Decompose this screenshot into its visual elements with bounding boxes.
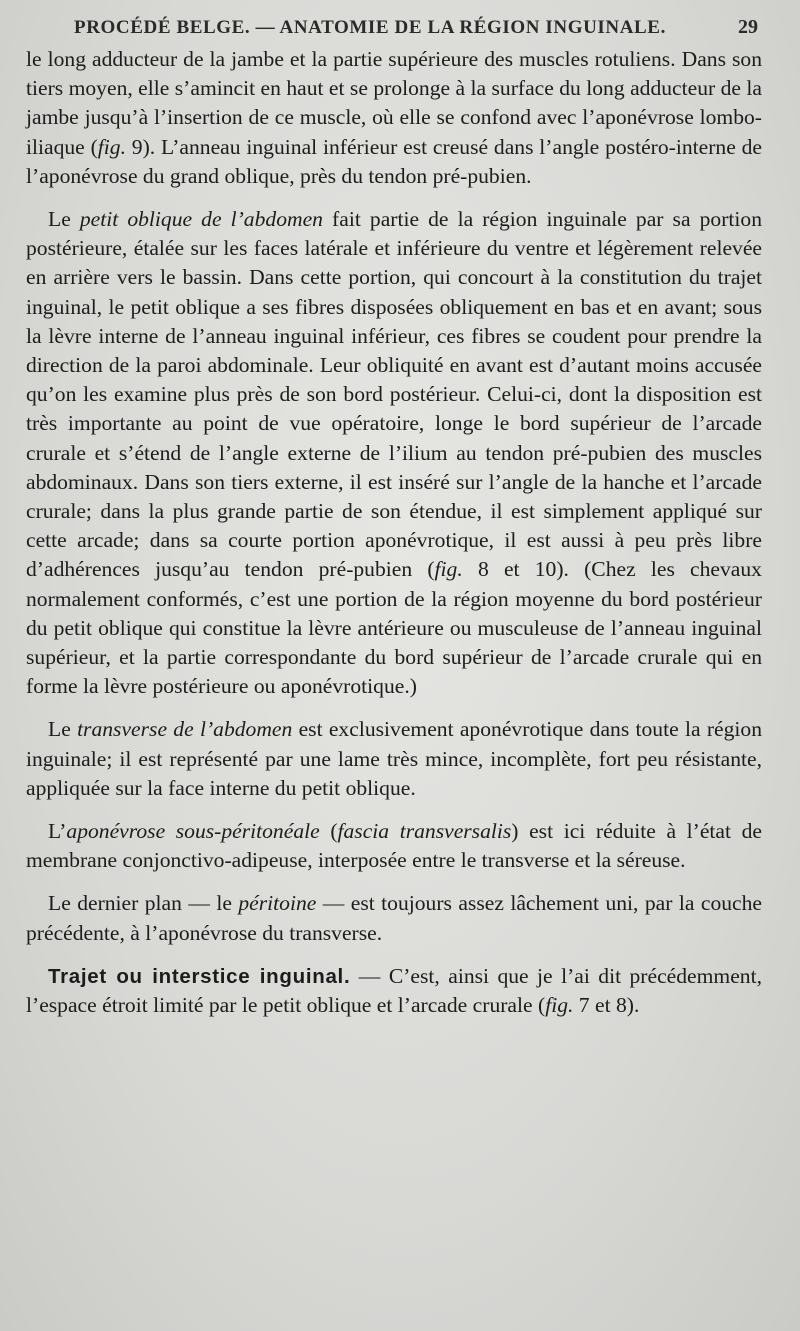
running-head-title: PROCÉDÉ BELGE. — ANATOMIE DE LA RÉGION INGUINALE. <box>74 17 666 38</box>
figure-reference-7-8: fig. <box>545 993 574 1018</box>
paragraph-aponevrose <box>26 817 762 875</box>
paragraph-3-text: est exclusivement aponévrotique dans toute la région inguinale; il est représenté par une lame très mince, incomplète, fort peu résistante, appliquée sur la face interne du petit oblique. <box>26 717 762 800</box>
term-petit-oblique: petit oblique de l’abdomen <box>79 207 323 232</box>
paragraph-trajet-inguinal <box>26 962 762 1020</box>
paragraph-5-text: — est toujours assez lâchement uni, par la couche précédente, à l’aponévrose du transverse. <box>26 891 763 945</box>
paragraph-5-lead: Le dernier plan — le <box>48 891 239 916</box>
running-head <box>26 0 762 38</box>
paragraph-4-text: ) est ici réduite à l’état de membrane conjonctivo-adipeuse, interposée entre le transverse et la séreuse. <box>26 819 763 873</box>
term-aponevrose-sous-peritoneale: aponévrose sous-péritonéale <box>66 819 320 844</box>
term-fascia-transversalis: fascia transversalis <box>337 819 512 844</box>
term-peritoine: péritoine <box>238 891 317 916</box>
paragraph-4-mid: ( <box>319 819 338 844</box>
paragraph-1-text: le long adducteur de la jambe et la partie supérieure des muscles rotuliens. Dans son tiers moyen, elle s’amincit en haut et se prolonge à la surface du long adducteur de la jambe jusqu’à l’insertion de ce muscle, où elle se confond avec l’aponévrose lombo-iliaque ( <box>26 47 762 159</box>
page-number: 29 <box>738 16 758 38</box>
paragraph-peritoine <box>26 889 762 947</box>
paragraph-3-lead: Le <box>48 717 78 742</box>
paragraph-petit-oblique <box>26 205 762 701</box>
term-transverse: transverse de l’abdomen <box>77 717 293 742</box>
section-heading-trajet-inguinal: Trajet ou interstice inguinal. <box>48 964 351 988</box>
paragraph-6-text: — C’est, ainsi que je l’ai dit précédemment, l’espace étroit limité par le petit oblique et l’arcade crurale ( <box>26 963 763 1018</box>
paragraph-2-lead: Le <box>48 207 80 232</box>
paragraph-1-text-after: 9). L’anneau inguinal inférieur est creusé dans l’angle postéro-interne de l’aponévrose du grand oblique, près du tendon pré-pubien. <box>26 134 762 188</box>
figure-reference-8-10: fig. <box>434 557 463 582</box>
paragraph-1 <box>26 45 762 191</box>
paragraph-2-text-after: 8 et 10). (Chez les chevaux normalement conformés, c’est une portion de la région moyenne du bord postérieur du petit oblique qui constitue la lèvre antérieure ou musculeuse de l’anneau inguinal supérieur, et la partie correspondante du bord supérieur de l’arcade crurale qui en forme la lèvre postérieure ou aponévrotique.) <box>26 557 762 699</box>
paragraph-transverse <box>26 715 762 803</box>
paragraph-6-text-after: 7 et 8). <box>573 993 640 1018</box>
paragraph-4-lead: L’ <box>48 819 67 844</box>
paragraph-2-text: fait partie de la région inguinale par sa portion postérieure, étalée sur les faces latérale et inférieure du ventre et légèrement relevée en arrière vers le bassin. Dans cette portion, qui concourt à la constitution du trajet inguinal, le petit oblique a ses fibres disposées obliquement en bas et en avant; sous la lèvre interne de l’anneau inguinal inférieur, ces fibres se coudent pour prendre la direction de la paroi abdominale. Leur obliquité en avant est d’autant moins accusée qu’on les examine plus près de son bord postérieur. Celui-ci, dont la disposition est très importante au point de vue opératoire, longe le bord supérieur de l’arcade crurale et s’étend de l’angle externe de l’ilium au tendon pré-pubien des muscles abdominaux. Dans son tiers externe, il est inséré sur l’angle de la hanche et l’arcade crurale; dans la plus grande partie de son étendue, il est simplement appliqué sur cette arcade; dans sa courte portion aponévrotique, il est aussi à peu près libre d’adhérences jusqu’au tendon pré-pubien ( <box>26 207 762 582</box>
body-text <box>26 45 762 1020</box>
figure-reference-9: fig. <box>97 134 126 159</box>
